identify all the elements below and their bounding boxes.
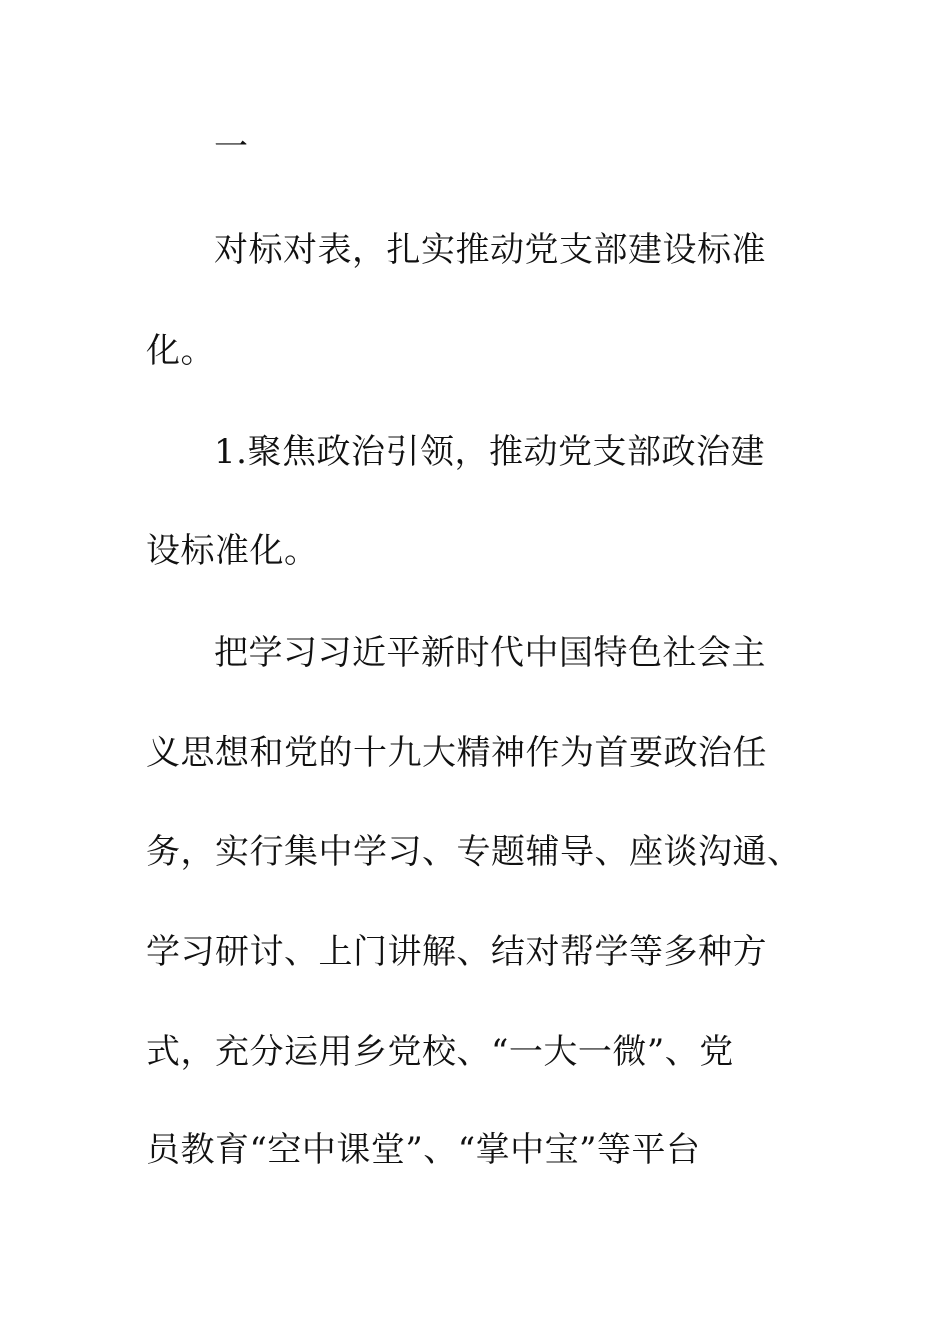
paragraph-line-4: 学习研讨、上门讲解、结对帮学等多种方	[146, 932, 767, 972]
paragraph-line-1: 把学习习近平新时代中国特色社会主	[214, 633, 766, 673]
paragraph-line-6: 员教育“空中课堂”、“掌中宝”等平台	[146, 1130, 701, 1170]
section-marker: 一	[214, 127, 249, 167]
paragraph-line-5: 式，充分运用乡党校、“一大一微”、党	[146, 1032, 734, 1072]
subheading-line-1: 1.聚焦政治引领，推动党支部政治建	[214, 432, 765, 472]
paragraph-line-3: 务，实行集中学习、专题辅导、座谈沟通、	[146, 832, 802, 872]
paragraph-line-2: 义思想和党的十九大精神作为首要政治任	[146, 733, 767, 773]
subheading-line-2: 设标准化。	[146, 531, 319, 571]
heading-line-2: 化。	[146, 331, 215, 371]
heading-line-1: 对标对表，扎实推动党支部建设标准	[214, 230, 766, 270]
